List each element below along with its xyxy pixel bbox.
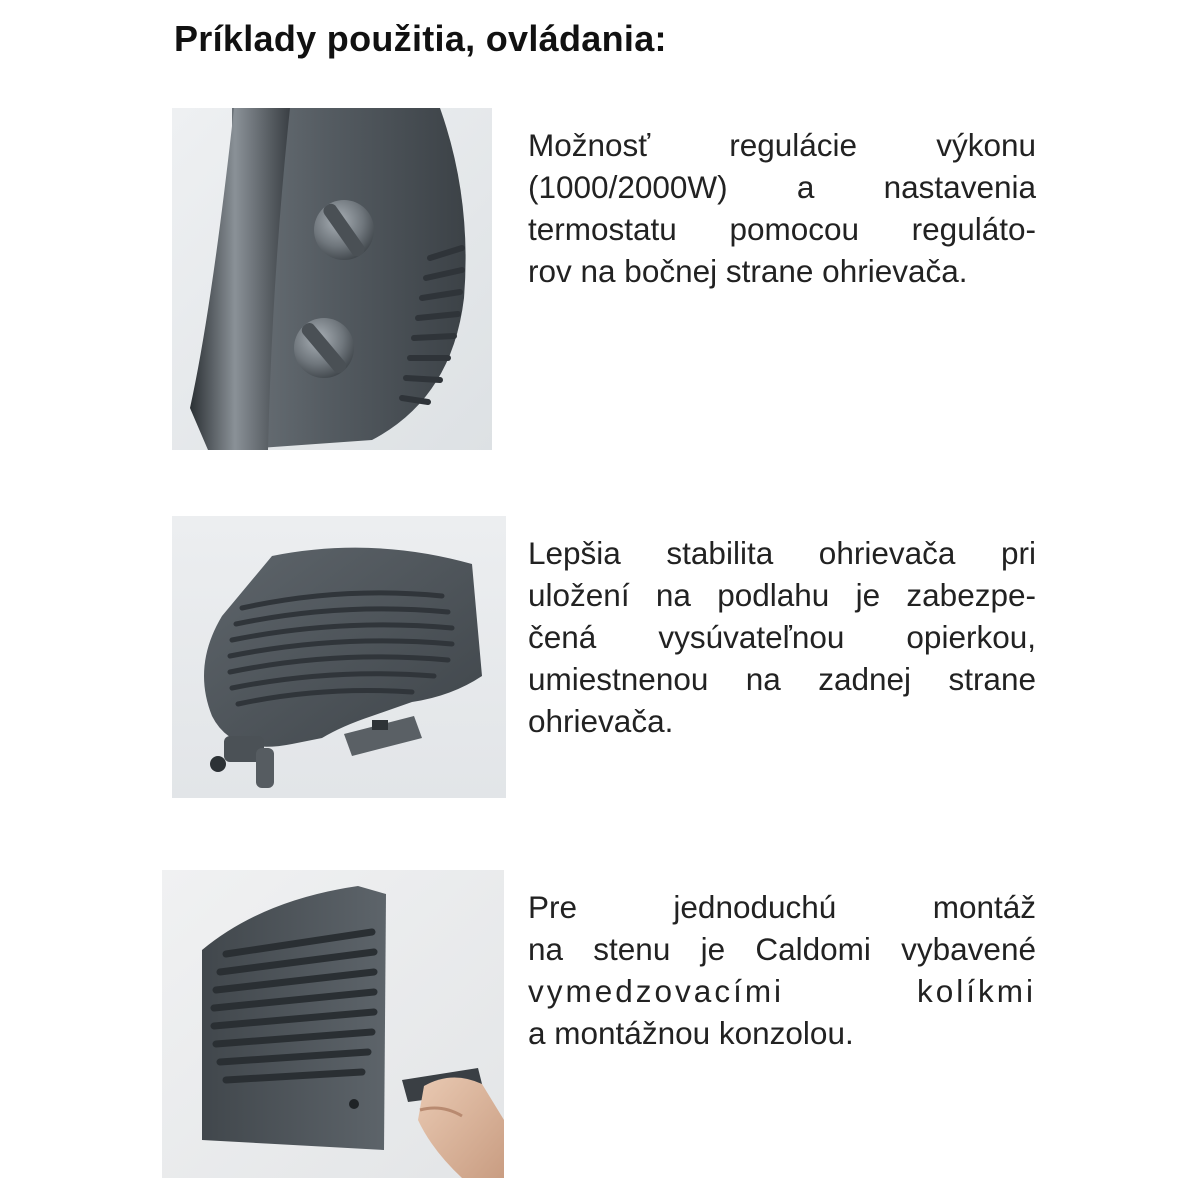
text-line: uložení na podlahu je zabezpe- xyxy=(528,577,1036,613)
text-line: (1000/2000W) a nastavenia xyxy=(528,169,1036,205)
heater-wall-mounting-photo xyxy=(162,870,504,1178)
text-line: čená vysúvateľnou opierkou, xyxy=(528,619,1036,655)
text-line: na stenu je Caldomi vybavené xyxy=(528,931,1036,967)
text-line: Pre jednoduchú montáž xyxy=(528,889,1036,925)
text-line: termostatu pomocou reguláto- xyxy=(528,211,1036,247)
page-title: Príklady použitia, ovládania: xyxy=(174,18,667,59)
text-line: ohrievača. xyxy=(528,703,674,739)
heater-control-knobs-photo xyxy=(172,108,492,450)
text-line: Možnosť regulácie výkonu xyxy=(528,127,1036,163)
section-3-text xyxy=(528,886,1036,1054)
text-line: vymedzovacími kolíkmi xyxy=(528,973,1036,1009)
text-line: umiestnenou na zadnej strane xyxy=(528,661,1036,697)
heater-stand-support-photo xyxy=(172,516,506,798)
section-1-text xyxy=(528,124,1036,292)
text-line: a montážnou konzolou. xyxy=(528,1015,854,1051)
text-line: rov na bočnej strane ohrievača. xyxy=(528,253,968,289)
section-2-text xyxy=(528,532,1036,742)
text-line: Lepšia stabilita ohrievača pri xyxy=(528,535,1036,571)
